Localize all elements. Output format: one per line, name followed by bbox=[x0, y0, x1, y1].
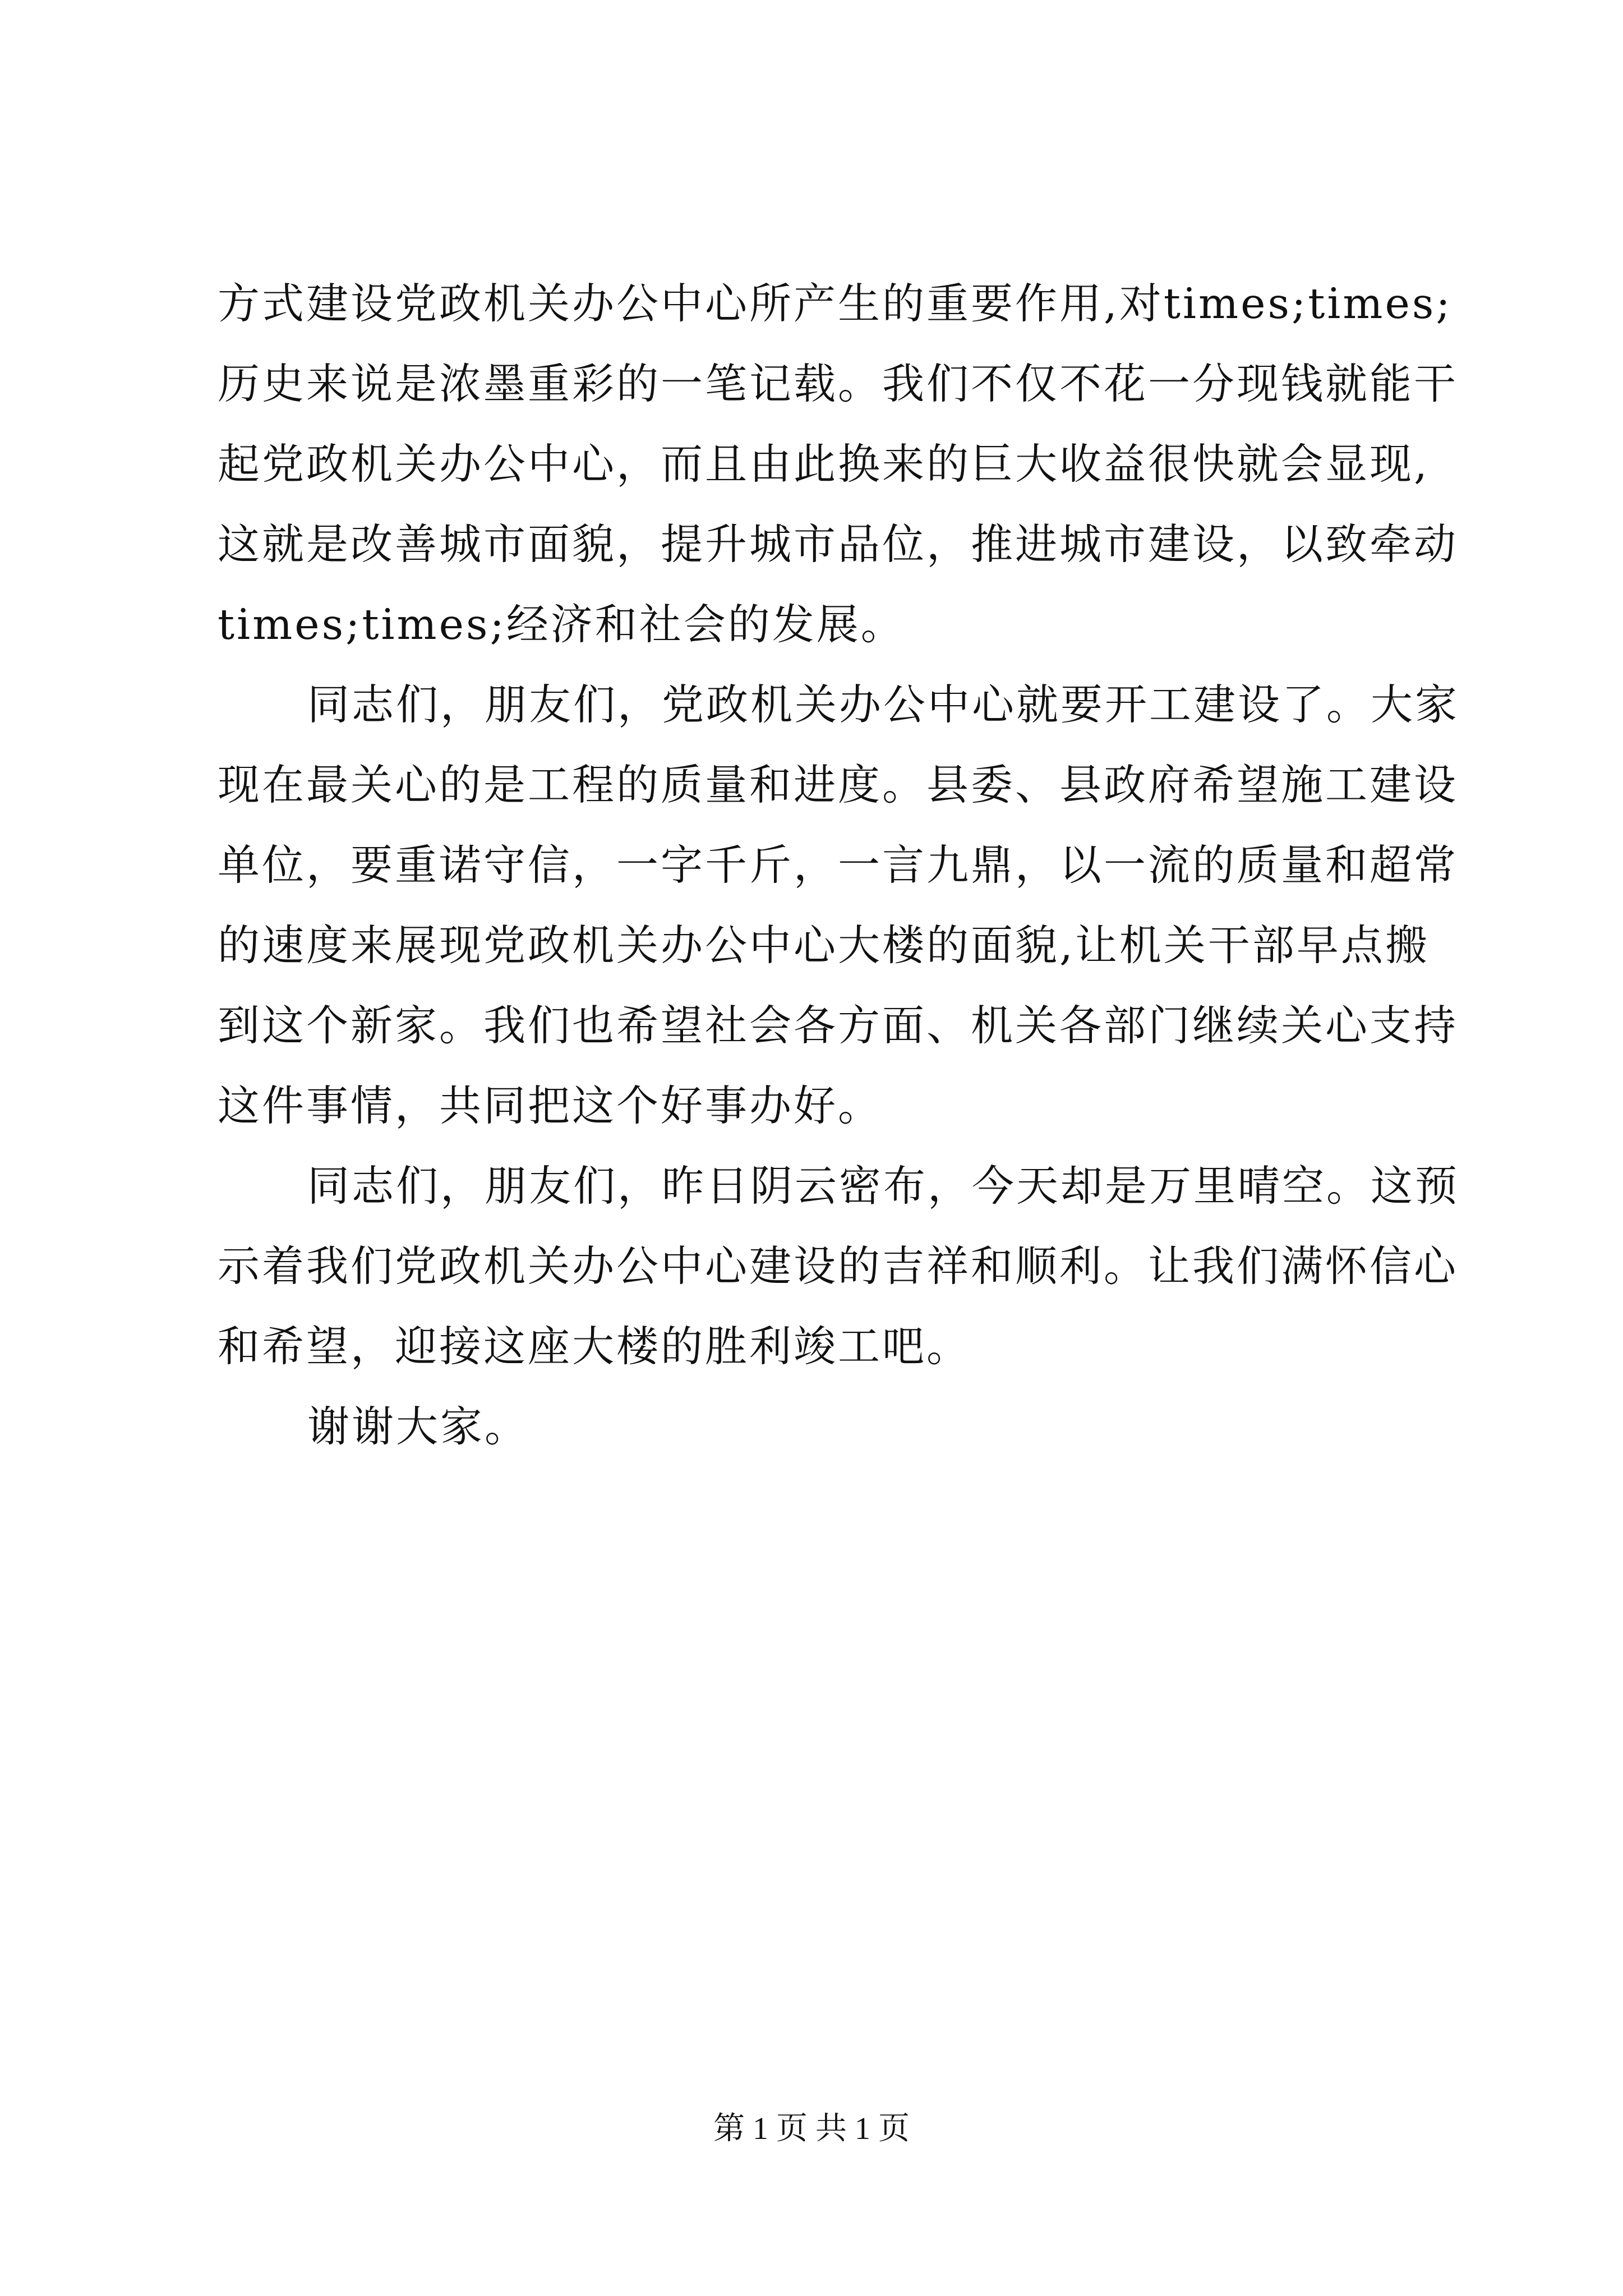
text-line: 和希望，迎接这座大楼的胜利竣工吧。 bbox=[218, 1322, 971, 1371]
text-line: 方式建设党政机关办公中心所产生的重要作用,对times;times; bbox=[218, 279, 1453, 328]
text-line: 示着我们党政机关办公中心建设的吉祥和顺利。让我们满怀信心 bbox=[218, 1241, 1459, 1291]
page-footer bbox=[0, 2109, 1623, 2148]
text-line: 这就是改善城市面貌，提升城市品位，推进城市建设，以致牵动 bbox=[218, 519, 1459, 569]
page-number-label: 第 1 页 共 1 页 bbox=[713, 2111, 910, 2146]
body-text bbox=[218, 264, 1460, 1467]
closing-line: 谢谢大家。 bbox=[307, 1402, 529, 1451]
text-line: 现在最关心的是工程的质量和进度。县委、县政府希望施工建设 bbox=[218, 760, 1459, 809]
text-line: 这件事情，共同把这个好事办好。 bbox=[218, 1081, 883, 1130]
text-line: 的速度来展现党政机关办公中心大楼的面貌,让机关干部早点搬 bbox=[218, 921, 1430, 970]
text-line: 起党政机关办公中心，而且由此换来的巨大收益很快就会显现, bbox=[218, 439, 1430, 489]
text-line: 单位，要重诺守信，一字千斤，一言九鼎，以一流的质量和超常 bbox=[218, 840, 1459, 890]
text-line: 历史来说是浓墨重彩的一笔记载。我们不仅不花一分现钱就能干 bbox=[218, 359, 1459, 408]
paragraph-start-line: 同志们，朋友们，党政机关办公中心就要开工建设了。大家 bbox=[307, 680, 1460, 729]
paragraph-start-line: 同志们，朋友们，昨日阴云密布，今天却是万里晴空。这预 bbox=[307, 1161, 1460, 1211]
text-line: times;times;经济和社会的发展。 bbox=[218, 600, 905, 649]
text-line: 到这个新家。我们也希望社会各方面、机关各部门继续关心支持 bbox=[218, 1001, 1459, 1050]
